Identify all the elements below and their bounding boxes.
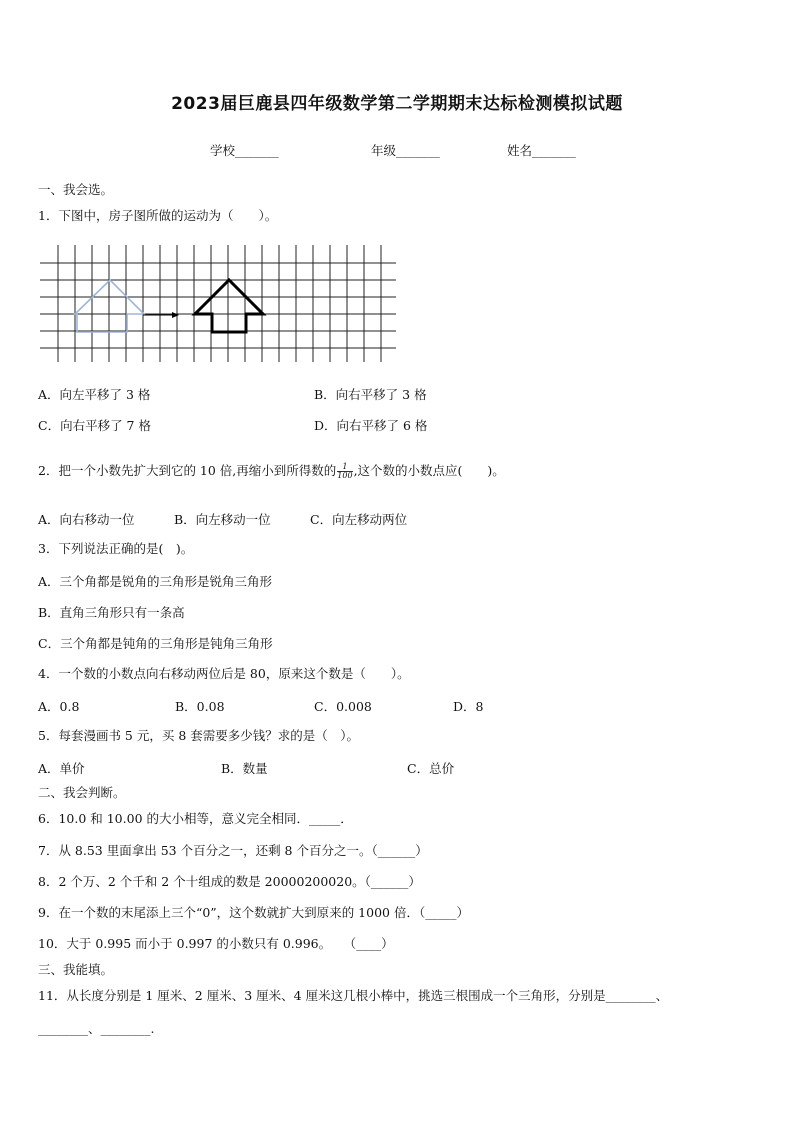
grade-field: 年级_______ xyxy=(371,143,440,158)
ghost-house-shape xyxy=(75,280,144,332)
section-2-heading: 二、我会判断。 xyxy=(38,785,126,800)
q1-option-c[interactable]: C．向右平移了 7 格 xyxy=(38,418,151,433)
question-8: 8．2 个万、2 个千和 2 个十组成的数是 20000200020。（______） xyxy=(38,874,421,889)
q4-option-d[interactable]: D．8 xyxy=(453,699,484,714)
q2-fraction-numerator: 1 xyxy=(337,463,352,472)
question-3: 3．下列说法正确的是( )。 xyxy=(38,541,194,556)
question-4: 4．一个数的小数点向右移动两位后是 80，原来这个数是（ ）。 xyxy=(38,666,410,681)
q3-option-c[interactable]: C．三个角都是钝角的三角形是钝角三角形 xyxy=(38,636,273,651)
q2-fraction xyxy=(337,463,352,480)
page-title: 2023届巨鹿县四年级数学第二学期期末达标检测模拟试题 xyxy=(171,94,623,114)
question-10: 10．大于 0.995 而小于 0.997 的小数只有 0.996。 （____） xyxy=(38,936,394,951)
q2-fraction-denominator: 100 xyxy=(337,471,353,480)
q3-option-a[interactable]: A．三个角都是锐角的三角形是锐角三角形 xyxy=(38,574,273,589)
moved-house-shape xyxy=(195,280,263,332)
move-arrow-head xyxy=(172,312,179,318)
q2-text-end: ,这个数的小数点应( )。 xyxy=(353,463,505,478)
q2-text-start: 2．把一个小数先扩大到它的 10 倍,再缩小到所得数的 xyxy=(38,463,337,478)
question-5: 5．每套漫画书 5 元，买 8 套需要多少钱？求的是（ ）。 xyxy=(38,728,360,743)
grid-lines xyxy=(40,245,396,362)
question-6: 6．10.0 和 10.00 的大小相等，意义完全相同．_____． xyxy=(38,811,353,826)
q5-option-b[interactable]: B．数量 xyxy=(221,761,268,776)
name-field: 姓名_______ xyxy=(507,143,576,158)
q5-option-c[interactable]: C．总价 xyxy=(407,761,455,776)
q4-option-a[interactable]: A．0.8 xyxy=(38,699,80,714)
question-11-line-1: 11．从长度分别是 1 厘米、2 厘米、3 厘米、4 厘米这几根小棒中，挑选三根围成一个三角形，分别是________、 xyxy=(38,988,669,1003)
q4-option-c[interactable]: C．0.008 xyxy=(314,699,372,714)
question-11-line-2: ________、________. xyxy=(38,1021,155,1036)
q2-option-a[interactable]: A．向右移动一位 xyxy=(38,512,135,527)
q5-option-a[interactable]: A．单价 xyxy=(38,761,85,776)
question-7: 7．从 8.53 里面拿出 53 个百分之一，还剩 8 个百分之一。（______） xyxy=(38,843,428,858)
school-field: 学校_______ xyxy=(210,143,279,158)
question-2 xyxy=(38,463,505,480)
q1-grid-figure xyxy=(40,240,400,365)
q4-option-b[interactable]: B．0.08 xyxy=(175,699,225,714)
q1-option-d[interactable]: D．向右平移了 6 格 xyxy=(314,418,428,433)
q2-option-c[interactable]: C．向左移动两位 xyxy=(310,512,408,527)
section-1-heading: 一、我会选。 xyxy=(38,182,114,197)
q2-option-b[interactable]: B．向左移动一位 xyxy=(174,512,271,527)
q3-option-b[interactable]: B．直角三角形只有一条高 xyxy=(38,605,185,620)
question-9: 9．在一个数的末尾添上三个“0”，这个数就扩大到原来的 1000 倍．（_____） xyxy=(38,905,469,920)
section-3-heading: 三、我能填。 xyxy=(38,962,114,977)
q1-option-a[interactable]: A．向左平移了 3 格 xyxy=(38,387,151,402)
question-1: 1．下图中，房子图所做的运动为（ ）。 xyxy=(38,208,278,223)
q1-option-b[interactable]: B．向右平移了 3 格 xyxy=(314,387,427,402)
